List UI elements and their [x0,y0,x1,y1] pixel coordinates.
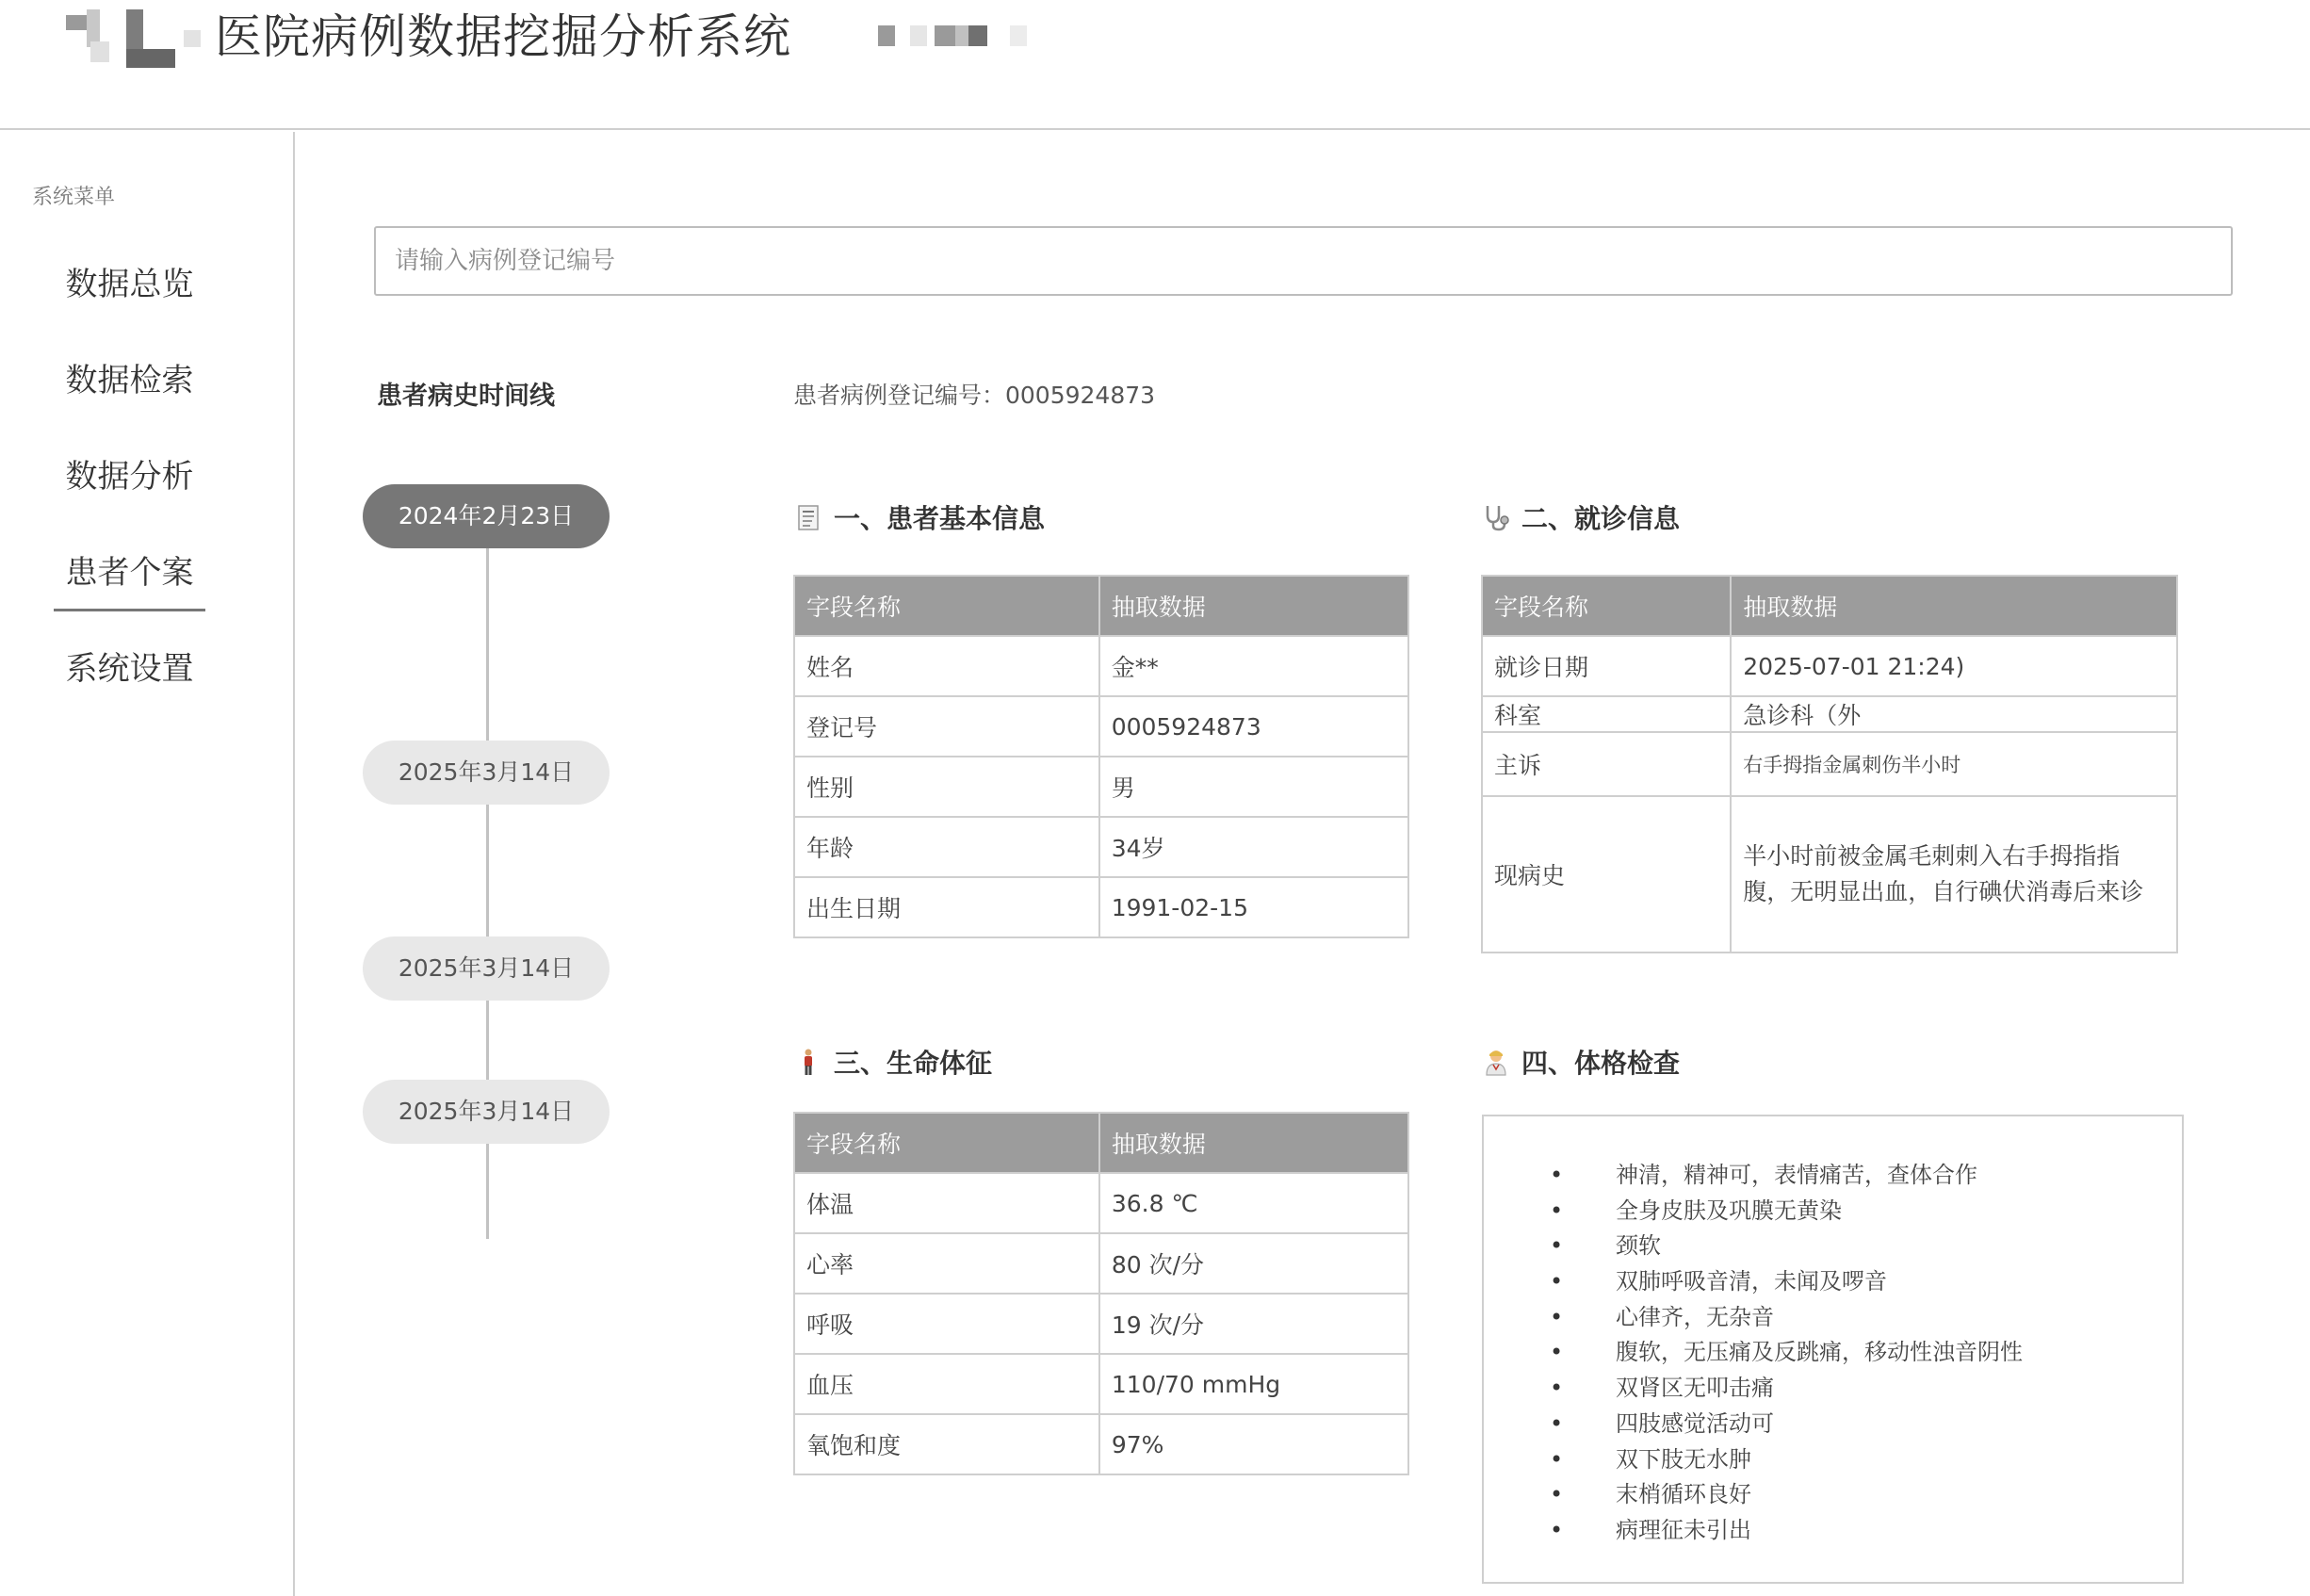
field-value-cell: 36.8 ℃ [1099,1173,1408,1233]
vitals-table [793,1112,1409,1475]
table-header-row [794,576,1408,636]
list-item: • 双肺呼吸音清，未闻及啰音 [1550,1264,2182,1300]
table-row [794,817,1408,877]
field-value-cell: 19 次/分 [1099,1294,1408,1354]
field-name-cell: 现病史 [1482,796,1731,953]
field-value-cell: 右手拇指金属刺伤半小时 [1731,732,2177,796]
table-row [794,1173,1408,1233]
vitals-section-title [794,1043,992,1081]
field-value-cell: 金** [1099,636,1408,696]
timeline-node[interactable]: 2025年3月14日 [363,936,610,1001]
sidebar-item-analysis[interactable]: 数据分析 [65,458,194,496]
menu-caption: 系统菜单 [32,186,116,209]
field-name-cell: 就诊日期 [1482,636,1731,696]
table-row [1482,796,2177,953]
field-value-cell: 0005924873 [1099,696,1408,757]
field-value-cell: 110/70 mmHg [1099,1354,1408,1414]
table-row [794,1233,1408,1294]
list-item: • 颈软 [1550,1229,2182,1264]
table-row [794,696,1408,757]
column-header: 字段名称 [794,576,1099,636]
visit-info-table [1481,575,2178,953]
field-name-cell: 年龄 [794,817,1099,877]
field-value-cell: 2025-07-01 21:24) [1731,636,2177,696]
table-header-row [794,1113,1408,1173]
physical-exam-section-title [1482,1043,1680,1081]
visit-info-section-title [1482,498,1680,536]
field-name-cell: 体温 [794,1173,1099,1233]
column-header: 抽取数据 [1099,576,1408,636]
sidebar-item-search[interactable]: 数据检索 [65,362,194,399]
field-name-cell: 登记号 [794,696,1099,757]
field-name-cell: 性别 [794,757,1099,817]
physical-exam-list [1484,1116,2182,1549]
case-number-search-input[interactable] [374,226,2233,296]
field-value-cell: 半小时前被金属毛刺刺入右手拇指指腹，无明显出血，自行碘伏消毒后来诊 [1731,796,2177,953]
column-header: 字段名称 [794,1113,1099,1173]
section-title-text: 二、就诊信息 [1521,503,1681,534]
sidebar-item-patient-case[interactable]: 患者个案 [0,546,259,593]
user-badge [878,25,1029,46]
field-name-cell: 科室 [1482,696,1731,732]
person-standing-icon [794,1048,822,1076]
hospital-logo [66,9,184,68]
timeline-node[interactable]: 2025年3月14日 [363,1080,610,1144]
timeline-node[interactable]: 2024年2月23日 [363,484,610,548]
list-item: • 病理征未引出 [1550,1513,2182,1549]
field-name-cell: 心率 [794,1233,1099,1294]
basic-info-table [793,575,1409,938]
table-row [794,877,1408,937]
field-value-cell: 1991-02-15 [1099,877,1408,937]
app-title: 医院病例数据挖掘分析系统 [215,9,791,64]
list-item: • 腹软，无压痛及反跳痛，移动性浊音阴性 [1550,1335,2182,1371]
section-title-text: 一、患者基本信息 [834,503,1046,534]
field-value-cell: 男 [1099,757,1408,817]
table-row [794,636,1408,696]
column-header: 抽取数据 [1099,1113,1408,1173]
physical-exam-box [1482,1115,2184,1584]
case-registration-number: 患者病例登记编号：0005924873 [793,382,1156,409]
list-item: • 心律齐，无杂音 [1550,1300,2182,1336]
field-name-cell: 呼吸 [794,1294,1099,1354]
table-row [794,1414,1408,1474]
memo-icon [794,503,822,531]
field-name-cell: 主诉 [1482,732,1731,796]
app-header [0,0,2310,130]
list-item: • 神清，精神可，表情痛苦，查体合作 [1550,1158,2182,1194]
table-row [794,1294,1408,1354]
timeline-node[interactable]: 2025年3月14日 [363,741,610,805]
doctor-icon [1482,1048,1510,1076]
table-row [1482,696,2177,732]
column-header: 字段名称 [1482,576,1731,636]
section-title-text: 三、生命体征 [834,1048,993,1079]
field-name-cell: 血压 [794,1354,1099,1414]
section-title-text: 四、体格检查 [1521,1048,1681,1079]
list-item: • 末梢循环良好 [1550,1477,2182,1513]
timeline-title: 患者病史时间线 [377,382,555,411]
field-name-cell: 出生日期 [794,877,1099,937]
sidebar [0,132,295,1596]
table-row [1482,636,2177,696]
list-item: • 全身皮肤及巩膜无黄染 [1550,1194,2182,1230]
column-header: 抽取数据 [1731,576,2177,636]
list-item: • 双肾区无叩击痛 [1550,1371,2182,1407]
stethoscope-icon [1482,503,1510,531]
list-item: • 四肢感觉活动可 [1550,1407,2182,1442]
field-value-cell: 急诊科（外 [1731,696,2177,732]
field-value-cell: 34岁 [1099,817,1408,877]
list-item: • 双下肢无水肿 [1550,1442,2182,1478]
sidebar-item-overview[interactable]: 数据总览 [65,266,194,303]
sidebar-item-settings[interactable]: 系统设置 [65,650,194,688]
table-header-row [1482,576,2177,636]
table-row [1482,732,2177,796]
field-value-cell: 97% [1099,1414,1408,1474]
field-name-cell: 姓名 [794,636,1099,696]
table-row [794,1354,1408,1414]
field-value-cell: 80 次/分 [1099,1233,1408,1294]
basic-info-section-title [794,498,1045,536]
table-row [794,757,1408,817]
field-name-cell: 氧饱和度 [794,1414,1099,1474]
